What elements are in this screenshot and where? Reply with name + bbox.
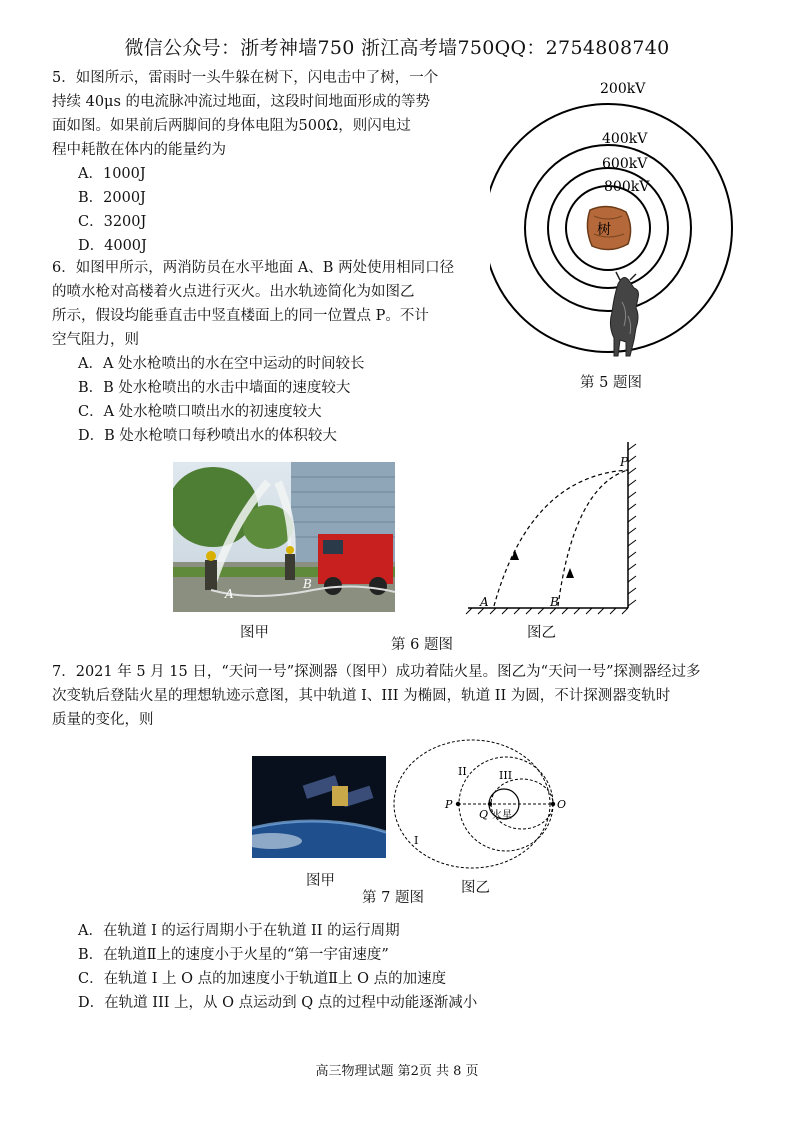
label-mars: 火星 — [492, 810, 512, 821]
q5-line: 5．如图所示，雷雨时一头牛躲在树下，闪电击中了树，一个 — [52, 70, 439, 86]
arrow-b — [566, 568, 574, 578]
orbit-i — [394, 740, 550, 868]
label-p: P — [620, 455, 629, 469]
label-200kv: 200kV — [600, 81, 646, 97]
q6-option-b: B．B 处水枪喷出的水击中墙面的速度较大 — [78, 380, 351, 396]
label-orbit-ii: II — [458, 765, 467, 778]
photo-label-b: B — [303, 577, 312, 591]
q5-option-c: C．3200J — [78, 214, 147, 230]
page-footer: 高三物理试题 第2页 共 8 页 — [315, 1064, 479, 1079]
q6-caption-jia: 图甲 — [240, 625, 269, 641]
q7-caption-jia: 图甲 — [306, 873, 335, 889]
tree-label: 树 — [597, 222, 611, 238]
q6-caption: 第 6 题图 — [391, 637, 453, 653]
q6-line: 所示，假设均能垂直击中竖直楼面上的同一位置点 P。不计 — [52, 308, 429, 324]
q7-option-b: B．在轨道Ⅱ上的速度小于火星的“第一宇宙速度” — [78, 947, 389, 963]
label-p: P — [445, 798, 453, 811]
q6-line: 6．如图甲所示，两消防员在水平地面 A、B 两处使用相同口径 — [52, 260, 455, 276]
label-orbit-iii: III — [499, 769, 513, 782]
q6-options — [78, 352, 365, 448]
q7-option-a: A．在轨道 I 的运行周期小于在轨道 II 的运行周期 — [78, 923, 400, 939]
page-header: 微信公众号：浙考神墙750 浙江高考墙750QQ：2754808740 — [124, 37, 670, 59]
q7-orbit-diagram — [392, 738, 572, 878]
arrow-a — [511, 550, 519, 560]
q7-option-d: D．在轨道 III 上，从 O 点运动到 Q 点的过程中动能逐渐减小 — [78, 995, 478, 1011]
q7-options — [78, 919, 477, 1015]
q6-line: 空气阻力，则 — [52, 332, 139, 348]
photo-label-a: A — [225, 587, 234, 601]
q7-option-c: C．在轨道 I 上 O 点的加速度小于轨道Ⅱ上 O 点的加速度 — [78, 971, 447, 987]
q5-option-b: B．2000J — [78, 190, 146, 206]
trajectory-b — [558, 470, 628, 606]
firefighter-b — [285, 554, 295, 580]
label-b: B — [550, 595, 559, 609]
q5-caption: 第 5 题图 — [580, 375, 642, 391]
q7-line: 7．2021 年 5 月 15 日，“天问一号”探测器（图甲）成功着陆火星。图乙为“天问一号”探测器经过多 — [52, 664, 701, 680]
firefighter-a — [205, 560, 217, 590]
q6-option-a: A．A 处水枪喷出的水在空中运动的时间较长 — [78, 356, 365, 372]
q5-line: 持续 40μs 的电流脉冲流过地面，这段时间地面形成的等势 — [52, 94, 431, 110]
label-600kv: 600kV — [602, 156, 648, 172]
question-6-stem — [52, 256, 454, 352]
q7-line: 质量的变化，则 — [52, 712, 154, 728]
question-7-stem — [52, 660, 701, 732]
q5-line: 程中耗散在体内的能量约为 — [52, 142, 226, 158]
q7-probe-photo — [252, 756, 386, 858]
q6-firefighter-photo — [173, 462, 395, 612]
label-400kv: 400kV — [602, 131, 648, 147]
label-o: O — [557, 798, 567, 811]
q7-caption: 第 7 题图 — [362, 890, 424, 906]
q6-trajectory-diagram — [460, 436, 650, 621]
q5-option-a: A．1000J — [78, 166, 146, 182]
cow-icon — [610, 272, 638, 356]
label-a: A — [480, 595, 489, 609]
q6-option-d: D．B 处水枪喷口每秒喷出水的体积较大 — [78, 428, 337, 444]
q7-line: 次变轨后登陆火星的理想轨迹示意图，其中轨道 I、III 为椭圆，轨道 II 为圆，不计探测器变轨时 — [52, 688, 671, 704]
question-5-stem — [52, 66, 438, 162]
q7-caption-yi: 图乙 — [461, 880, 490, 896]
q5-line: 面如图。如果前后两脚间的身体电阻为500Ω，则闪电过 — [52, 118, 411, 134]
q5-equipotential-figure — [490, 76, 760, 366]
trajectory-a — [494, 470, 628, 606]
q5-options — [78, 162, 147, 258]
label-orbit-i: I — [414, 834, 419, 847]
q6-line: 的喷水枪对高楼着火点进行灭火。出水轨迹简化为如图乙 — [52, 284, 415, 300]
q6-option-c: C．A 处水枪喷口喷出水的初速度较大 — [78, 404, 322, 420]
q6-caption-yi: 图乙 — [527, 625, 556, 641]
label-q: Q — [479, 808, 489, 821]
label-800kv: 800kV — [604, 179, 650, 195]
q5-option-d: D．4000J — [78, 238, 147, 254]
